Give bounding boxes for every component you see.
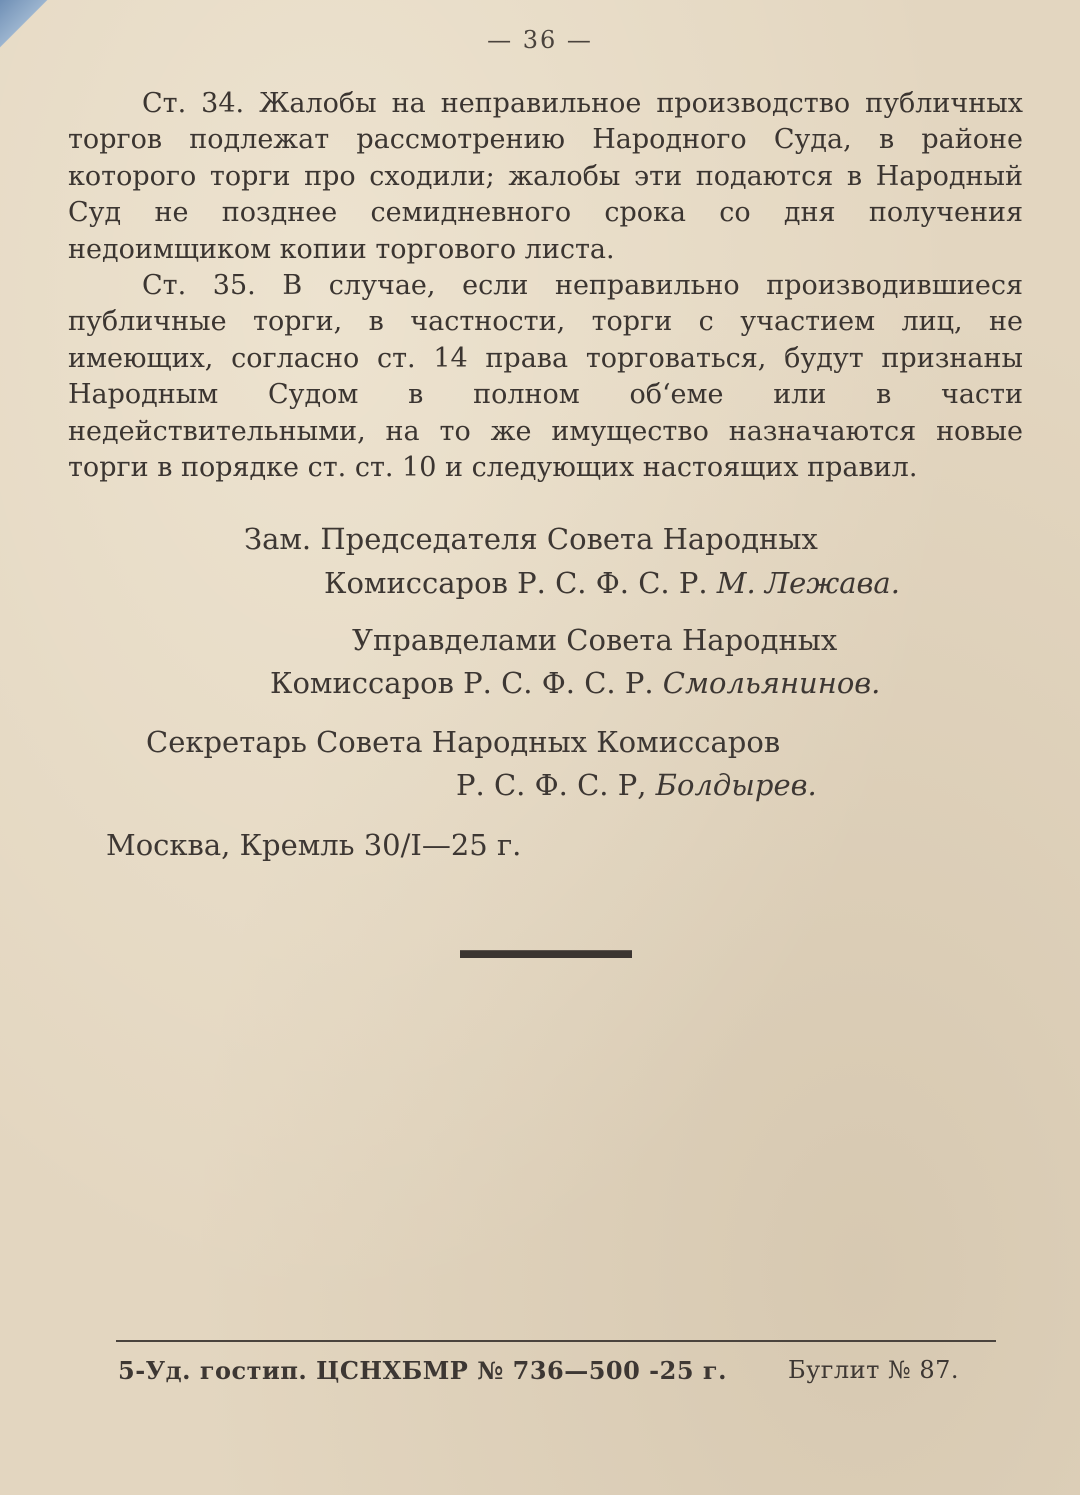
censor-mark: Буглит № 87.	[788, 1356, 959, 1384]
signature-1-office: Комиссаров Р. С. Ф. С. Р.	[324, 566, 708, 600]
place-date: Москва, Кремль 30/I—25 г.	[106, 828, 522, 862]
signature-2-office: Комиссаров Р. С. Ф. С. Р.	[270, 666, 654, 700]
signature-1-title: Зам. Председателя Совета Народных	[244, 522, 818, 556]
signature-3-title: Секретарь Совета Народных Комиссаров	[146, 725, 781, 759]
signature-2-title: Управделами Совета Народных	[352, 623, 838, 657]
signature-1-line2	[324, 566, 900, 600]
printer-imprint: 5-Уд. гостип. ЦСНХБМР № 736—500 -25 г.	[118, 1356, 727, 1385]
signature-3-name: Болдырев.	[655, 768, 817, 802]
article-34: Ст. 34. Жалобы на неправильное производство публичных торгов подлежат рассмотрению Народного Суда, в районе которого торги про сходили; жалобы эти подаются в Народный Суд не позднее семидневного срока со дня получения недоимщиком копии торгового листа.	[68, 88, 1023, 265]
article-35: Ст. 35. В случае, если неправильно производившиеся публичные торги, в частности, торги с участием лиц, не имеющих, согласно ст. 14 права торговаться, будут признаны Народным Судом в полном об‘еме или в части недействительными, на то же имущество назначаются новые торги в порядке ст. ст. 10 и следующих настоящих правил.	[68, 270, 1023, 484]
signature-3-line2	[456, 768, 817, 802]
separator-bar	[460, 950, 632, 958]
signature-3-office: Р. С. Ф. С. Р,	[456, 768, 647, 802]
document-body	[68, 86, 1023, 486]
footer-rule	[116, 1340, 996, 1342]
signature-1-name: М. Лежава.	[716, 566, 900, 600]
signature-2-name: Смольянинов.	[662, 666, 881, 700]
page-number: — 36 —	[487, 26, 593, 54]
signature-2-line2	[270, 666, 880, 700]
